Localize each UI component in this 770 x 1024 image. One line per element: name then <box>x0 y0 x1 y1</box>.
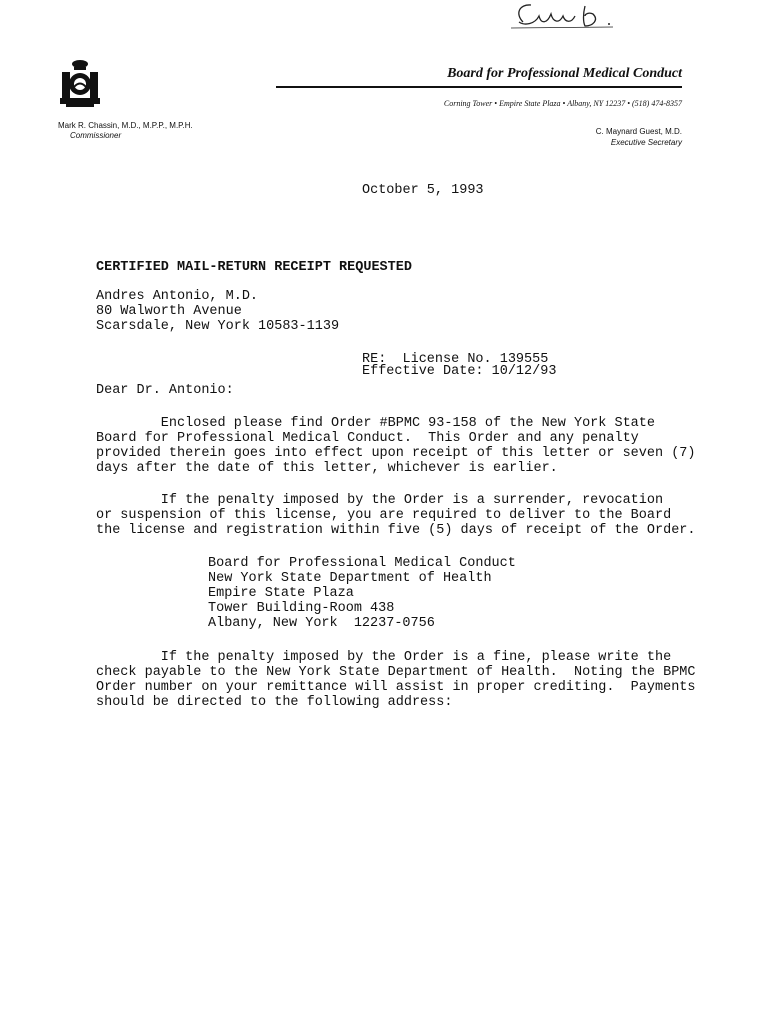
recipient-address <box>96 289 339 334</box>
re-block <box>362 354 556 378</box>
secretary-name: C. Maynard Guest, M.D. <box>595 127 682 136</box>
paragraph-line: check payable to the New York State Department of Health. Noting the BPMC <box>96 665 696 680</box>
salutation: Dear Dr. Antonio: <box>96 383 234 398</box>
paragraph-line: should be directed to the following address: <box>96 695 453 710</box>
paragraph-line: Board for Professional Medical Conduct. This Order and any penalty <box>96 431 639 446</box>
address-line: Board for Professional Medical Conduct <box>208 556 516 571</box>
letter-date: October 5, 1993 <box>362 183 484 198</box>
secretary-title: Executive Secretary <box>610 138 682 147</box>
board-name-title: Board for Professional Medical Conduct <box>447 66 682 81</box>
paragraph-surrender <box>96 493 696 538</box>
address-line: Tower Building-Room 438 <box>208 601 395 616</box>
recipient-line: 80 Walworth Avenue <box>96 304 242 319</box>
paragraph-line: If the penalty imposed by the Order is a fine, please write the <box>96 650 672 665</box>
paragraph-line: Enclosed please find Order #BPMC 93-158 of the New York State <box>96 416 655 431</box>
paragraph-line: Order number on your remittance will assist in proper crediting. Payments <box>96 680 696 695</box>
address-line: Albany, New York 12237-0756 <box>208 616 435 631</box>
recipient-line: Andres Antonio, M.D. <box>96 289 259 304</box>
paragraph-line: the license and registration within five (5) days of receipt of the Order. <box>96 523 696 538</box>
state-seal-logo <box>56 58 104 108</box>
paragraph-order-notice <box>96 416 696 476</box>
paragraph-line: or suspension of this license, you are required to deliver to the Board <box>96 508 672 523</box>
paragraph-line: If the penalty imposed by the Order is a surrender, revocation <box>96 493 664 508</box>
re-license: RE: License No. 139555 <box>362 352 549 367</box>
re-effective-date: Effective Date: 10/12/93 <box>362 364 557 379</box>
paragraph-fine-payment <box>96 650 696 710</box>
address-line: Empire State Plaza <box>208 586 354 601</box>
certified-mail-notice: CERTIFIED MAIL-RETURN RECEIPT REQUESTED <box>96 260 412 275</box>
commissioner-name: Mark R. Chassin, M.D., M.P.P., M.P.H. <box>58 121 193 130</box>
paragraph-line: provided therein goes into effect upon receipt of this letter or seven (7) <box>96 446 696 461</box>
paragraph-line: days after the date of this letter, whichever is earlier. <box>96 461 558 476</box>
letterhead-rule <box>276 86 682 88</box>
address-line: New York State Department of Health <box>208 571 492 586</box>
recipient-line: Scarsdale, New York 10583-1139 <box>96 319 340 334</box>
signature-scribble <box>505 0 655 34</box>
letterhead-address: Corning Tower • Empire State Plaza • Albany, NY 12237 • (518) 474-8357 <box>443 99 682 108</box>
board-address-block <box>208 556 516 631</box>
handwritten-signature <box>505 0 655 34</box>
commissioner-title: Commissioner <box>70 131 122 140</box>
